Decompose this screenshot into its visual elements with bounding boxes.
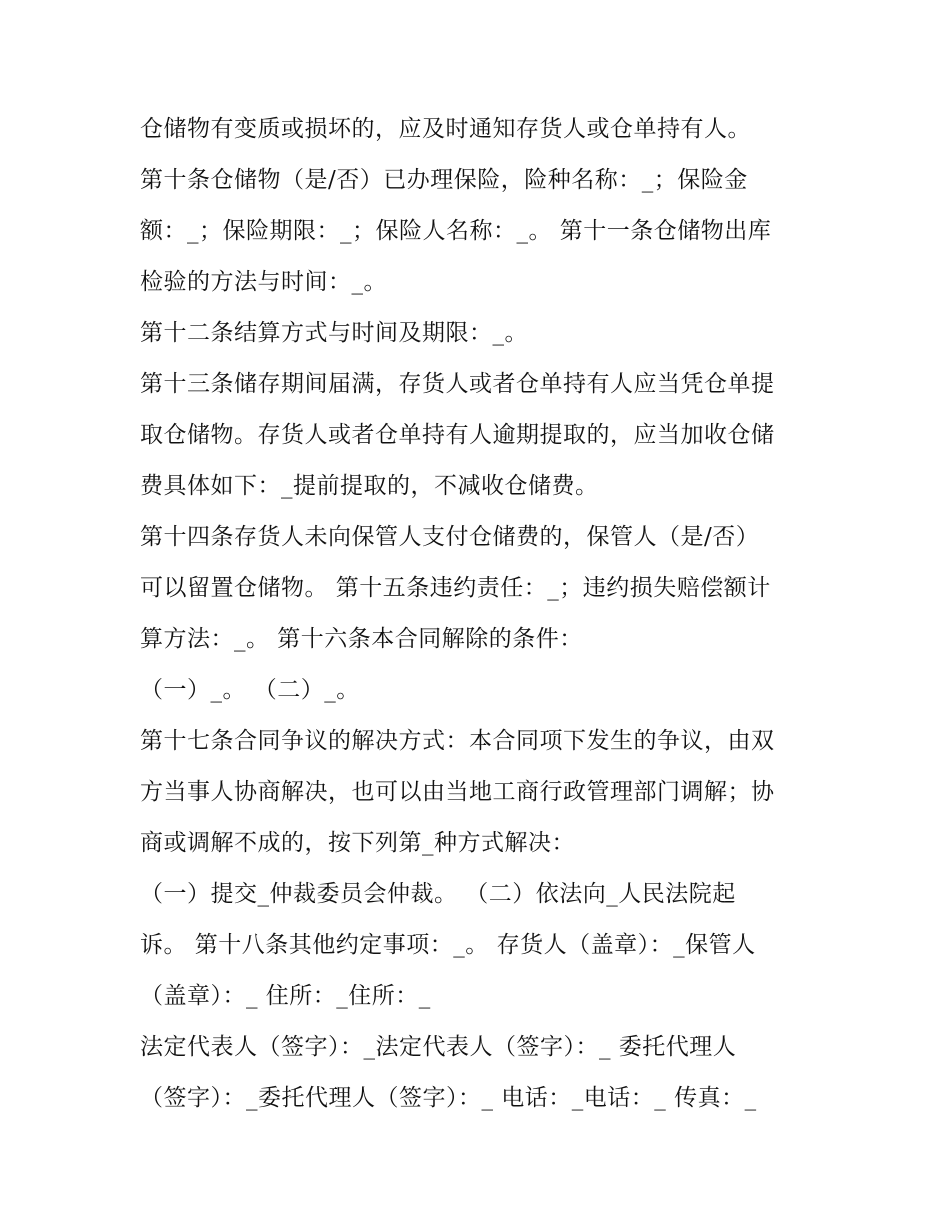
text-line: 第十条仓储物（是/否）已办理保险，险种名称：_；保险金: [140, 167, 748, 193]
text-line: 可以留置仓储物。 第十五条违约责任：_；违约损失赔偿额计: [140, 575, 771, 601]
text-line: 方当事人协商解决，也可以由当地工商行政管理部门调解；协: [140, 779, 775, 805]
text-line: 第十七条合同争议的解决方式：本合同项下发生的争议，由双: [140, 728, 775, 754]
text-line: 诉。 第十八条其他约定事项：_。 存货人（盖章）：_保管人: [140, 932, 756, 958]
text-line: 检验的方法与时间：_。: [140, 269, 387, 295]
text-line: （签字）：_委托代理人（签字）：_ 电话：_电话：_ 传真：_: [140, 1085, 757, 1111]
text-line: 第十二条结算方式与时间及期限：_。: [140, 320, 528, 346]
text-line: （盖章）：_ 住所：_住所：_: [140, 983, 431, 1009]
text-line: （一）_。 （二）_。: [140, 677, 360, 703]
text-line: 仓储物有变质或损坏的，应及时通知存货人或仓单持有人。: [140, 116, 751, 142]
text-line: 第十四条存货人未向保管人支付仓储费的，保管人（是/否）: [140, 524, 760, 550]
text-line: （一）提交_仲裁委员会仲裁。 （二）依法向_人民法院起: [140, 881, 736, 907]
text-line: 费具体如下：_提前提取的，不减收仓储费。: [140, 473, 599, 499]
text-line: 额：_；保险期限：_；保险人名称：_。 第十一条仓储物出库: [140, 218, 772, 244]
text-line: 算方法：_。 第十六条本合同解除的条件：: [140, 626, 583, 652]
text-line: 商或调解不成的，按下列第_种方式解决：: [140, 830, 575, 856]
text-line: 取仓储物。存货人或者仓单持有人逾期提取的，应当加收仓储: [140, 422, 775, 448]
text-line: 法定代表人（签字）：_法定代表人（签字）：_ 委托代理人: [140, 1034, 737, 1060]
text-line: 第十三条储存期间届满，存货人或者仓单持有人应当凭仓单提: [140, 371, 775, 397]
